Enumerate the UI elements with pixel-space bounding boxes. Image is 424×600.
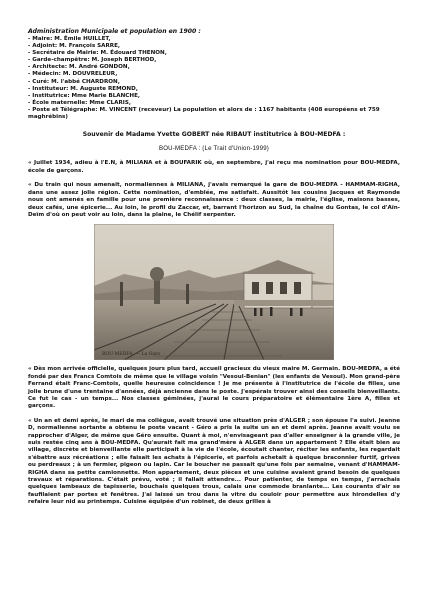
photo-caption: BOU-MEDFA. — La Gare	[102, 352, 160, 358]
paragraph: « Juillet 1934, adieu à l'E.N, à MILIANA et à BOUFARIK où, en septembre, j'ai reçu ma nomination pour BOU-MEDFA, école de garçons.	[28, 160, 400, 174]
admin-line: - Maire: M. Émile HUILLET,	[28, 35, 111, 42]
admin-line: - Institutrice: Mme Marie BLANCHE,	[28, 92, 141, 99]
admin-line: - Adjoint: M. François SARRE,	[28, 42, 121, 49]
admin-line: - Instituteur: M. Auguste REMOND,	[28, 85, 138, 92]
paragraph: « Un an et demi après, le mari de ma collègue, avait trouvé une situation près d'ALGER ; son épouse l'a suivi. Jeanne D, normalienne sortante a obtenu le poste vacant - Géro a pris la suite un an et demi après. Jeanne avait voulu se rapprocher d'Alger, de même que Géro ensuite. Quant à moi, n'envisageant pas d'aller enseigner à la grande ville, je suis restée cinq ans à BOU-MEDFA. Qu'aurait fait ma grand'mère à ALGER dans un appartement ? Elle était bien au village, discrète et bienveillante elle participait à la vie de l'école, écoutait chanter, réciter les enfants, les regardait s'ébattre aux récréations ; elle faisait les achats à l'épicerie, et parfois achetait à quelque braconnier furtif, grives ou perdreaux ; à un fermier, pigeon ou lapin. Car le boucher ne passait qu'une fois par semaine, venant d'HAMMAM-RIGHA dans sa petite camionnette. Mon appartement, deux pièces et une cuisine avaient grand besoin de quelques travaux et réparations. C'était prévu, voté ; il fallait attendre... Pour patienter, de temps en temps, j'arrachais quelques lambeaux de tapisserie, bouchais quelques trous, calais une commode branlante... Les courants d'air se faufilaient par portes et fenêtres. J'ai laissé un trou dans la vitre du couloir pour permettre aux hirondelles d'y refaire leur nid au printemps. Cuisine équipée d'un robinet, de deux grilles à	[28, 417, 400, 506]
station-photo	[94, 224, 334, 360]
admin-line: - Médecin: M. DOUVRELEUR,	[28, 71, 118, 78]
admin-title: Administration Municipale et population en 1900 :	[28, 28, 201, 35]
admin-line: - Secrétaire de Mairie: M. Édouard THENON,	[28, 49, 167, 56]
admin-line: - Curé: M. l'abbé CHARDRON,	[28, 78, 120, 85]
station-photo-image	[94, 224, 334, 360]
admin-line: - École maternelle: Mme CLARIS,	[28, 100, 132, 106]
memoir-title: Souvenir de Madame Yvette GOBERT née RIBAUT institutrice à BOU-MEDFA :	[82, 131, 346, 139]
paragraph: « Dès mon arrivée officielle, quelques jours plus tard, accueil gracieux du vieux maire M. Germain. BOU-MEDFA, a été fondé par des Francs Comtois de même que le village voisin "Vesoul-Benian" (les enfants de Vesoul). Mon grand-père Ferrand était Franc-Comtois, quelle heureuse coïncidence ! Je me présente à l'institutrice de l'école de filles, une jolie brune d'une trentaine d'années, déjà ancienne dans le poste. J'espérais trouver ainsi des conseils bienveillants. Ce fut le cas - un temps... Nos classes géminées, j'aurai le cours préparatoire et élémentaire 1ère A, filles et garçons.	[28, 366, 400, 410]
admin-line: - Architecte: M. André GONDON,	[28, 64, 130, 71]
document-page	[28, 28, 400, 507]
memoir-subtitle: BOU-MEDFA : (Le Trait d'Union-1999)	[158, 145, 270, 153]
admin-section	[28, 28, 400, 121]
admin-line: - Poste et Télégraphe: M. VINCENT (receveur) La population et alors de : 1167 habitants (408 européens et 759 maghrébins)	[28, 107, 380, 121]
paragraph: « Du train qui nous amenait, normaliennes à MILIANA, j'avais remarqué la gare de BOU-MEDFA - HAMMAM-RIGHA, dans une assez jolie région. Cette nomination, d'emblée, me satisfait. Aussitôt les cousins Jacques et Raymonde nous ont amenés en famille pour une première reconnaissance : deux classes, la mairie, l'église, maisons basses, deux cafés, une épicerie... Au loin, le profil du Zaccar, et, barrant l'horizon au Sud, la chaîne du Gontas, le col d'Aïn-Deïm d'où on peut voir au loin, dans la plaine, le Chélif serpenter.	[28, 182, 400, 218]
admin-line: - Garde-champêtre: M. Joseph BERTHOD,	[28, 57, 157, 64]
